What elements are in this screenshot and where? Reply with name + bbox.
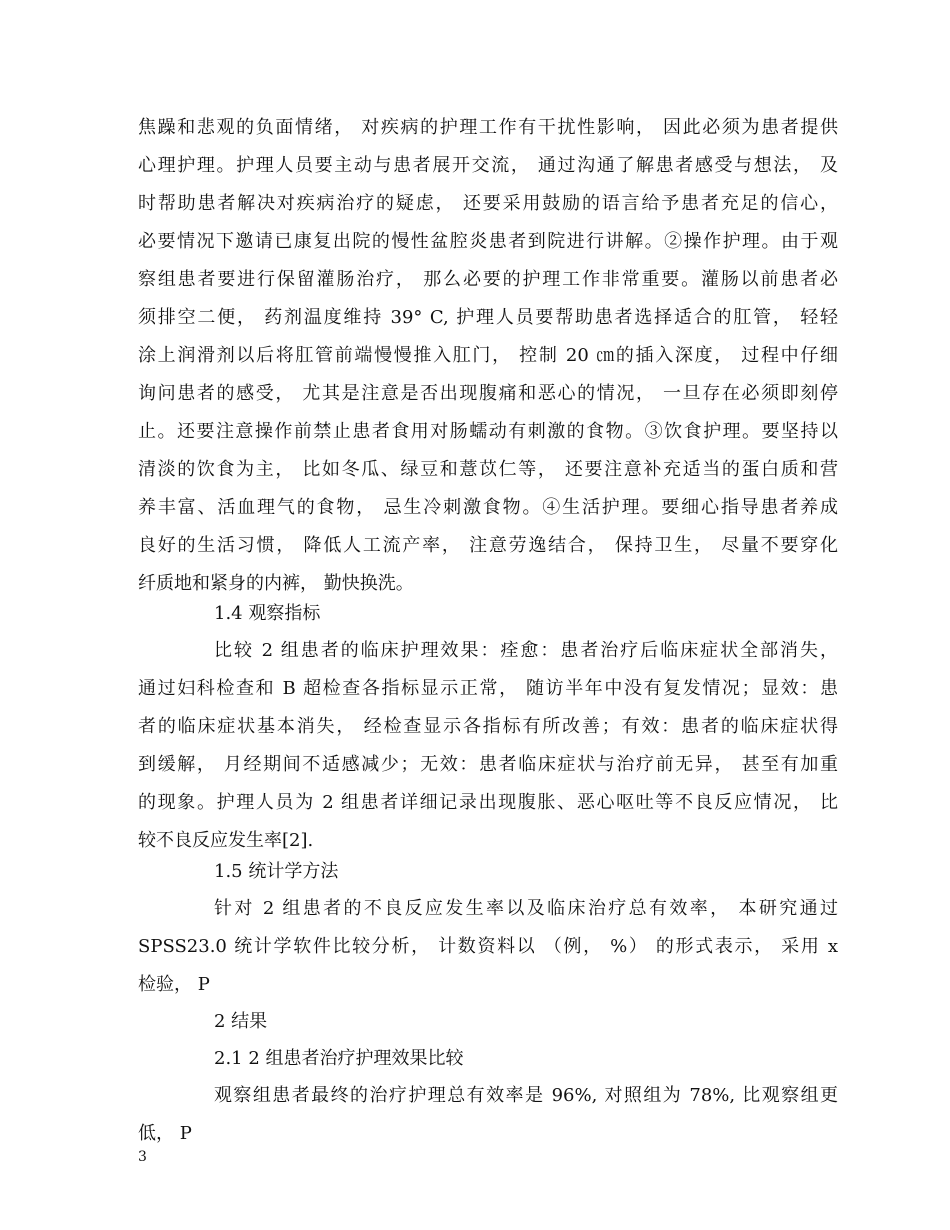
section-1-4-line-3: 者的临床症状基本消失， 经检查显示各指标有所改善；有效：患者的临床症状得 (138, 716, 838, 737)
body-line-6: 须排空二便， 药剂温度维持 39° C, 护理人员要帮助患者选择适合的肛管， 轻轻 (138, 307, 838, 328)
section-1-4-line-4: 到缓解， 月经期间不适感减少；无效：患者临床症状与治疗前无异， 甚至有加重 (138, 754, 838, 775)
section-1-4-line-5: 的现象。护理人员为 2 组患者详细记录出现腹胀、恶心呕吐等不良反应情况， 比 (138, 792, 838, 813)
body-line-5: 察组患者要进行保留灌肠治疗， 那么必要的护理工作非常重要。灌肠以前患者必 (138, 269, 838, 290)
body-line-7: 涂上润滑剂以后将肛管前端慢慢推入肛门， 控制 20 ㎝的插入深度， 过程中仔细 (138, 345, 838, 366)
section-2-1-line-2: 低， P (138, 1123, 192, 1144)
body-line-8: 询问患者的感受， 尤其是注意是否出现腹痛和恶心的情况， 一旦存在必须即刻停 (138, 383, 838, 404)
body-line-11: 养丰富、活血理气的食物， 忌生冷刺激食物。④生活护理。要细心指导患者养成 (138, 497, 838, 518)
body-line-2: 心理护理。护理人员要主动与患者展开交流， 通过沟通了解患者感受与想法， 及 (138, 155, 838, 176)
section-1-4-line-2: 通过妇科检查和 B 超检查各指标显示正常， 随访半年中没有复发情况；显效：患 (138, 678, 838, 699)
section-heading-2: 2 结果 (214, 1011, 268, 1032)
section-2-1-line-1: 观察组患者最终的治疗护理总有效率是 96%, 对照组为 78%, 比观察组更 (214, 1085, 838, 1106)
page-number: 3 (138, 1149, 147, 1165)
body-line-9: 止。还要注意操作前禁止患者食用对肠蠕动有刺激的食物。③饮食护理。要坚持以 (138, 421, 838, 442)
section-1-5-line-3: 检验， P (138, 974, 210, 995)
section-1-5-line-2: SPSS23.0 统计学软件比较分析， 计数资料以 （例， %） 的形式表示， 采用 x (138, 936, 838, 957)
body-line-13: 纤质地和紧身的内裤， 勤快换洗。 (138, 573, 414, 594)
section-heading-1-4: 1.4 观察指标 (214, 603, 321, 624)
section-heading-1-5: 1.5 统计学方法 (214, 861, 339, 882)
section-1-4-line-1: 比较 2 组患者的临床护理效果：痊愈：患者治疗后临床症状全部消失， (214, 640, 838, 661)
body-line-3: 时帮助患者解决对疾病治疗的疑虑， 还要采用鼓励的语言给予患者充足的信心， (138, 193, 838, 214)
section-heading-2-1: 2.1 2 组患者治疗护理效果比较 (214, 1048, 464, 1069)
body-line-12: 良好的生活习惯， 降低人工流产率， 注意劳逸结合， 保持卫生， 尽量不要穿化 (138, 535, 838, 556)
section-1-4-line-6: 较不良反应发生率[2]. (138, 830, 314, 851)
section-1-5-line-1: 针对 2 组患者的不良反应发生率以及临床治疗总有效率， 本研究通过 (214, 898, 838, 919)
body-line-4: 必要情况下邀请已康复出院的慢性盆腔炎患者到院进行讲解。②操作护理。由于观 (138, 231, 838, 252)
body-line-10: 清淡的饮食为主， 比如冬瓜、绿豆和薏苡仁等， 还要注意补充适当的蛋白质和营 (138, 459, 838, 480)
body-line-1: 焦躁和悲观的负面情绪， 对疾病的护理工作有干扰性影响， 因此必须为患者提供 (138, 117, 838, 138)
